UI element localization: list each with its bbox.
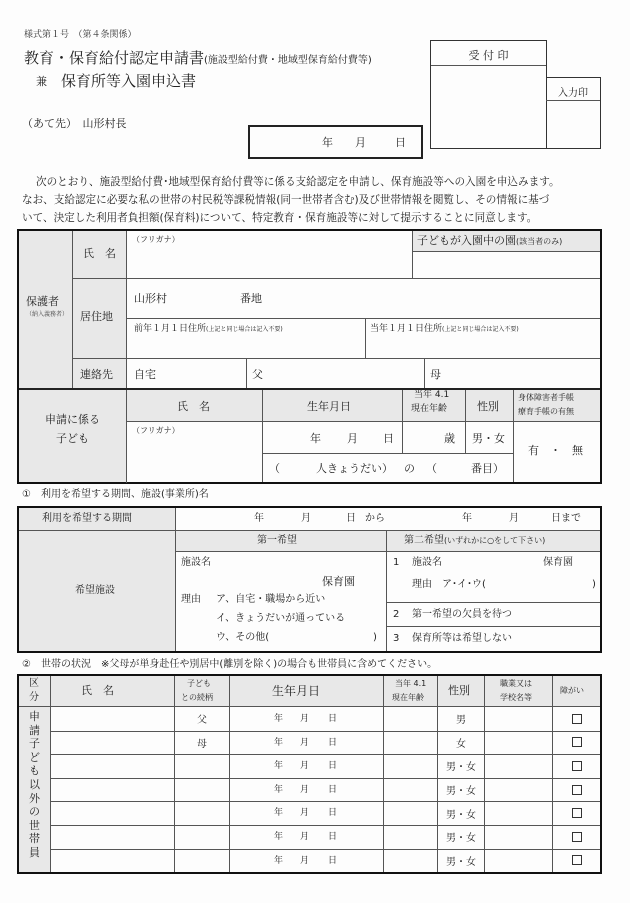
household-dob-month: 月 [300,832,310,842]
intro-line-2: なお、支給認定に必要な私の世帯の村民税等課税情報(同一世帯者含む)及び世帯情報を閲覧し、その情報に基づ [22,194,550,206]
address-village: 山形村 [134,292,167,305]
order-text: 番目） [471,462,504,475]
contact-mother-field[interactable] [425,359,600,388]
first-choice-header: 第一希望 [257,535,297,546]
household-relation[interactable] [175,778,229,802]
guardian-sublabel: （納入義務者） [26,311,69,318]
household-dob-day: 日 [328,761,338,772]
child-sex-options: 男・女 [472,432,505,445]
prev-address-field[interactable] [127,319,365,358]
household-disability[interactable] [553,801,600,825]
siblings-text: 人きょうだい） [316,462,393,475]
household-row [51,801,600,825]
household-dob-month: 月 [300,714,310,724]
siblings-open: （ [269,462,280,475]
household-name-field[interactable] [51,849,174,873]
child-sex-header: 性別 [477,400,499,413]
household-name-field[interactable] [51,707,174,731]
opt1-facility: 施設名 [412,557,442,568]
household-row [51,754,600,778]
household-job-field[interactable] [485,801,552,825]
opt1-reason-close: ) [592,579,596,590]
household-dob-year: 年 [274,714,284,724]
household-dob-month: 月 [300,855,310,866]
reason-i: イ、きょうだいが通っている [216,613,346,624]
col-category-2: 分 [29,692,39,703]
first-choice-field[interactable] [176,552,386,651]
household-dob-month: 月 [300,808,310,819]
opt1-reason: 理由 ア･イ･ウ( [412,579,486,590]
household-disability[interactable] [553,707,600,731]
title-prefix: 兼 [36,75,47,88]
reason-u: ウ、その他( [216,632,270,643]
handbook-options: 有 ・ 無 [528,444,583,457]
child-handbook-field[interactable] [514,422,600,482]
household-sex[interactable]: 男・女 [446,809,476,821]
first-facility-label: 施設名 [181,557,211,568]
household-age-field[interactable] [384,849,437,873]
disability-checkbox[interactable] [572,737,582,747]
disability-checkbox[interactable] [572,761,582,771]
to-day: 日まで [551,513,581,524]
household-job-field[interactable] [485,707,552,731]
household-relation[interactable] [175,849,229,873]
child-dob-field[interactable] [263,422,402,453]
child-dob-header: 生年月日 [307,400,351,413]
household-dob-day: 日 [328,808,338,819]
second-choice-option-3[interactable] [387,627,600,651]
household-disability[interactable] [553,731,600,755]
household-job-field[interactable] [485,778,552,802]
household-disability[interactable] [553,825,600,849]
household-dob-day: 日 [328,737,338,748]
opt3-text: 保育所等は希望しない [412,633,512,644]
child-dob-day: 日 [383,432,394,445]
household-job-field[interactable] [485,849,552,873]
household-dob-field[interactable] [230,707,383,731]
household-age-field[interactable] [384,778,437,802]
household-job-field[interactable] [485,825,552,849]
col-age-1: 当年 4.1 [395,679,427,688]
household-name-field[interactable] [51,801,174,825]
col-job-1: 職業又は [500,679,532,688]
contact-home-label: 自宅 [134,368,156,381]
child-dob-year: 年 [310,432,321,445]
household-age-field[interactable] [384,754,437,778]
date-year: 年 [322,136,333,149]
household-row [51,849,600,873]
reason-label: 理由 [181,594,201,605]
child-handbook-header-2: 療育手帳の有無 [518,407,574,416]
input-stamp-box [546,77,601,149]
form-title [24,51,372,66]
child-age-header-2: 現在年齢 [411,404,448,414]
disability-checkbox[interactable] [572,714,582,724]
household-row [51,825,600,849]
form-title-sub: (施設型給付費・地域型保育給付費等) [204,55,372,66]
col-relation-1: 子ども [187,679,211,688]
household-sex[interactable]: 男・女 [446,856,476,868]
siblings-of: の [404,462,415,475]
household-dob-day: 日 [328,714,338,724]
contact-home-field[interactable] [127,359,246,388]
household-dob-field[interactable] [230,778,383,802]
household-sex[interactable]: 男・女 [446,762,476,774]
child-sex-field[interactable] [466,422,513,453]
address-banchi: 番地 [240,292,262,305]
curr-address-field[interactable] [366,319,600,358]
facility-label: 希望施設 [75,585,115,596]
household-dob-day: 日 [328,832,338,842]
child-furigana-label: （フリガナ） [132,426,180,435]
address-label: 居住地 [80,310,113,323]
child-age-header-1: 当年 4.1 [414,390,450,400]
household-name-field[interactable] [51,778,174,802]
household-dob-field[interactable] [230,849,383,873]
address-field[interactable] [127,279,600,318]
household-name-field[interactable] [51,754,174,778]
reason-u-close: ) [373,632,377,643]
household-relation[interactable] [175,754,229,778]
current-school-label: 子どもが入園中の園(該当者のみ) [417,234,563,247]
household-disability[interactable] [553,778,600,802]
first-facility-suffix: 保育園 [322,575,355,588]
household-sex[interactable]: 男・女 [446,833,476,845]
opt1-num: 1 [393,557,400,568]
second-choice-option-2[interactable] [387,603,600,626]
household-relation[interactable] [175,825,229,849]
household-job-field[interactable] [485,731,552,755]
col-sex: 性別 [448,684,470,697]
child-label-1: 申請に係る [45,413,100,426]
child-age-field[interactable] [403,422,465,453]
opt1-suffix: 保育園 [543,557,573,568]
household-age-field[interactable] [384,707,437,731]
child-dob-month: 月 [347,432,358,445]
household-row [51,731,600,755]
current-school-field[interactable] [413,252,600,278]
child-label-2: 子ども [56,432,89,445]
child-name-header: 氏 名 [177,400,210,413]
disability-checkbox[interactable] [572,785,582,795]
col-name: 氏 名 [81,684,114,697]
intro-line-3: いて、決定した利用者負担額(保育料)について、特定教育・保育施設等に対して提示することに同意します。 [22,212,538,224]
household-name-field[interactable] [51,731,174,755]
household-age-field[interactable] [384,801,437,825]
household-age-field[interactable] [384,731,437,755]
reception-stamp-box [430,40,547,149]
col-job-2: 学校名等 [500,693,532,702]
contact-father-field[interactable] [247,359,424,388]
section2-heading: ② 世帯の状況 ※父母が単身赴任や別居中(離別を除く)の場合も世帯員に含めてください。 [22,659,438,670]
from-year: 年 [254,513,264,524]
date-day: 日 [395,136,406,149]
household-dob-year: 年 [274,761,284,772]
household-dob-month: 月 [300,784,310,795]
col-relation-2: との続柄 [181,693,213,702]
from-suffix: から [365,513,385,524]
order-open: （ [426,462,437,475]
reason-a: ア、自宅・職場から近い [216,594,326,605]
child-handbook-header-1: 身体障害者手帳 [518,393,574,402]
form-title-main: 教育・保育給付認定申請書 [24,49,205,67]
household-dob-year: 年 [274,808,284,819]
col-category-1: 区 [29,678,39,689]
col-disability: 障がい [560,686,584,695]
household-dob-year: 年 [274,832,284,842]
disability-checkbox[interactable] [572,855,582,865]
curr-address-label: 当年１月１日住所(上記と同じ場合は記入不要) [370,324,519,334]
guardian-name-field[interactable] [127,231,412,278]
second-choice-header: 第二希望(いずれかに○をして下さい) [404,535,546,546]
disability-checkbox[interactable] [572,832,582,842]
contact-mother-label: 母 [430,368,441,381]
child-name-field[interactable] [127,422,262,482]
col-age-2: 現在年齢 [392,693,424,702]
household-dob-field[interactable] [230,825,383,849]
addressee: （あて先） 山形村長 [22,117,127,130]
household-dob-day: 日 [328,855,338,866]
child-siblings-field[interactable] [263,454,513,482]
to-month: 月 [509,513,519,524]
household-relation[interactable]: 母 [197,738,207,750]
household-relation[interactable] [175,801,229,825]
household-dob-month: 月 [300,737,310,748]
household-dob-year: 年 [274,737,284,748]
household-dob-month: 月 [300,761,310,772]
household-dob-field[interactable] [230,754,383,778]
from-day: 日 [346,513,356,524]
household-relation[interactable]: 父 [197,715,207,727]
section1-heading: ① 利用を希望する期間、施設(事業所)名 [22,489,209,500]
contact-label: 連絡先 [80,368,113,381]
period-field[interactable] [176,508,600,530]
household-dob-day: 日 [328,784,338,795]
household-sex[interactable]: 女 [456,738,466,750]
second-choice-option-1[interactable] [387,552,600,602]
guardian-label: 保護者 [26,295,59,308]
disability-checkbox[interactable] [572,808,582,818]
household-disability[interactable] [553,849,600,873]
household-sex[interactable]: 男・女 [446,786,476,798]
household-dob-year: 年 [274,784,284,795]
category-label: 申 請 子 ど も 以 外 の 世 帯 員 [29,710,40,859]
opt2-text: 第一希望の欠員を待つ [412,609,512,620]
household-name-field[interactable] [51,825,174,849]
date-month: 月 [355,136,366,149]
guardian-name-label: 氏 名 [83,247,116,260]
input-stamp-label: 入力印 [558,88,588,99]
opt2-num: 2 [393,609,400,620]
intro-line-1: 次のとおり、施設型給付費･地域型保育給付費等に係る支給認定を申請し、保育施設等への入園を申込みます。 [36,176,560,188]
opt3-num: 3 [393,633,400,644]
form-subtitle: 保育所等入園申込書 [61,72,197,90]
household-sex[interactable]: 男 [456,715,466,727]
household-age-field[interactable] [384,825,437,849]
reception-stamp-label: 受 付 印 [468,49,509,62]
household-disability[interactable] [553,754,600,778]
household-dob-field[interactable] [230,731,383,755]
household-row [51,707,600,731]
form-number: 様式第１号 （第４条関係） [24,30,137,40]
household-job-field[interactable] [485,754,552,778]
to-year: 年 [462,513,472,524]
guardian-furigana-label: （フリガナ） [132,235,180,244]
household-dob-field[interactable] [230,801,383,825]
prev-address-label: 前年１月１日住所(上記と同じ場合は記入不要) [134,324,283,334]
child-age-unit: 歳 [444,432,455,445]
contact-father-label: 父 [252,368,263,381]
household-row [51,778,600,802]
from-month: 月 [301,513,311,524]
col-dob: 生年月日 [272,684,321,698]
period-label: 利用を希望する期間 [42,513,132,524]
household-dob-year: 年 [274,855,284,866]
date-box[interactable] [248,125,423,159]
